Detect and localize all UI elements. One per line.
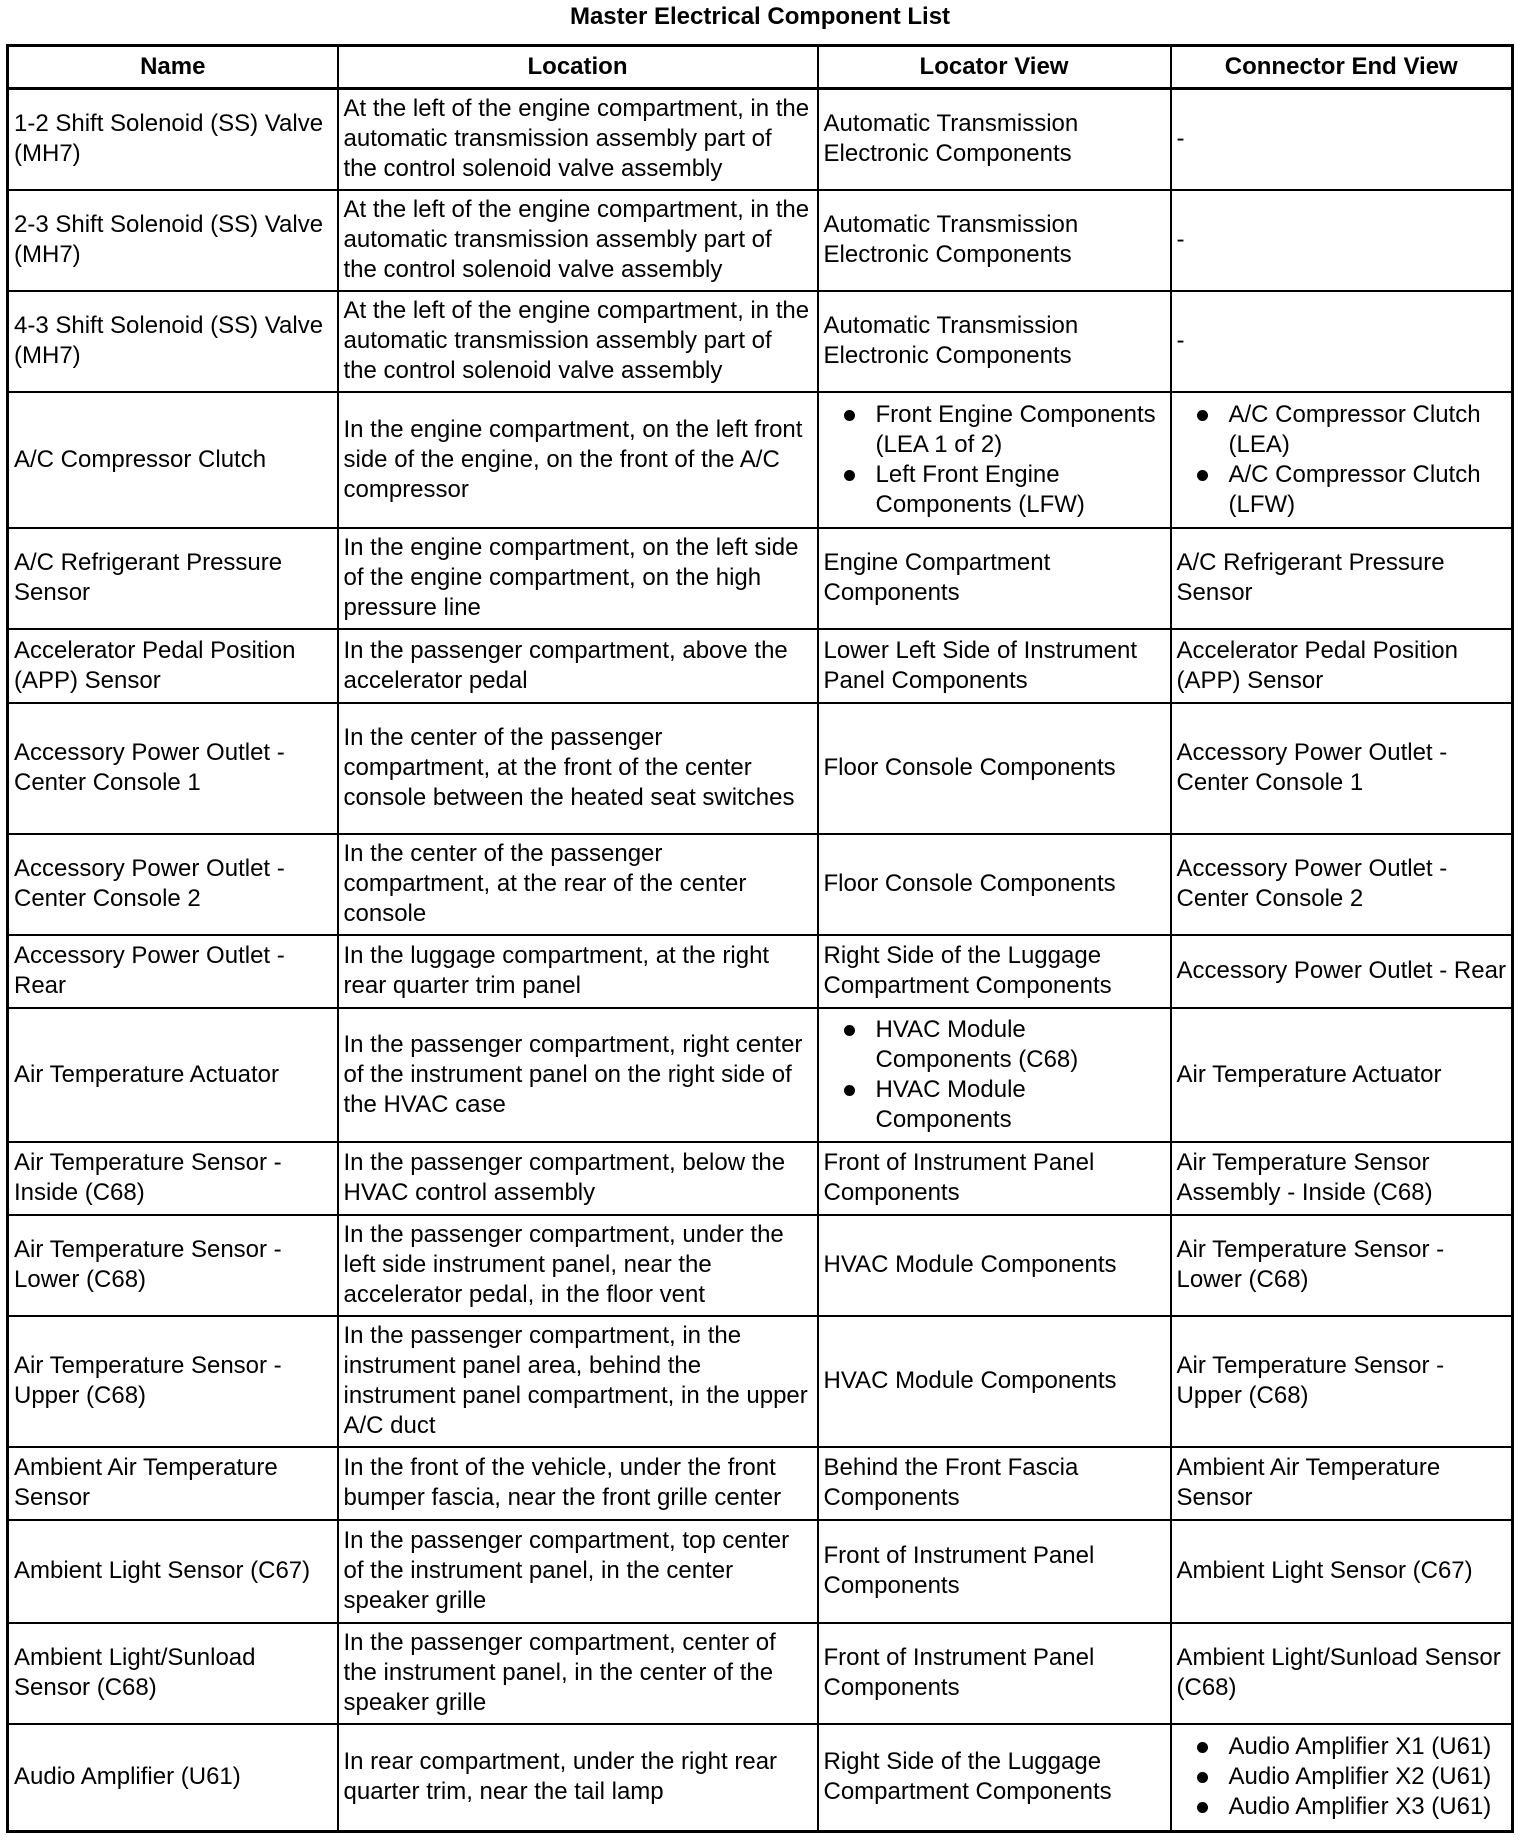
- connector-list-item: Audio Amplifier X2 (U61): [1177, 1762, 1507, 1792]
- cell-connector: Air Temperature Actuator: [1171, 1008, 1513, 1142]
- cell-name: Accessory Power Outlet - Rear: [8, 935, 338, 1008]
- cell-connector: [1171, 392, 1513, 528]
- cell-name: Ambient Air Temperature Sensor: [8, 1447, 338, 1520]
- cell-name: A/C Refrigerant Pressure Sensor: [8, 528, 338, 629]
- cell-locator: [818, 392, 1171, 528]
- page-title: Master Electrical Component List: [569, 3, 951, 30]
- locator-list-item: HVAC Module Components: [824, 1075, 1165, 1135]
- cell-location: At the left of the engine compartment, in the automatic transmission assembly part of the control solenoid valve assembly: [338, 89, 818, 190]
- cell-locator: Automatic Transmission Electronic Components: [818, 190, 1171, 291]
- column-header-locator-view: Locator View: [818, 46, 1171, 89]
- cell-connector: A/C Refrigerant Pressure Sensor: [1171, 528, 1513, 629]
- connector-list-item: A/C Compressor Clutch (LFW): [1177, 460, 1507, 520]
- column-header-location: Location: [338, 46, 818, 89]
- cell-location: In the front of the vehicle, under the front bumper fascia, near the front grille center: [338, 1447, 818, 1520]
- cell-connector: Air Temperature Sensor - Upper (C68): [1171, 1316, 1513, 1447]
- cell-location: At the left of the engine compartment, in the automatic transmission assembly part of the control solenoid valve assembly: [338, 291, 818, 392]
- connector-list: [1177, 1732, 1507, 1822]
- cell-locator: Automatic Transmission Electronic Components: [818, 89, 1171, 190]
- table-body: [8, 89, 1513, 1832]
- table-row: [8, 629, 1513, 703]
- table-row: [8, 1447, 1513, 1520]
- cell-locator: Right Side of the Luggage Compartment Components: [818, 1724, 1171, 1832]
- table-row: [8, 703, 1513, 834]
- connector-list-item: A/C Compressor Clutch (LEA): [1177, 400, 1507, 460]
- cell-name: 2-3 Shift Solenoid (SS) Valve (MH7): [8, 190, 338, 291]
- cell-location: In the passenger compartment, top center of the instrument panel, in the center speaker grille: [338, 1520, 818, 1623]
- cell-name: Air Temperature Sensor - Lower (C68): [8, 1215, 338, 1316]
- cell-name: Air Temperature Sensor - Upper (C68): [8, 1316, 338, 1447]
- cell-connector: -: [1171, 190, 1513, 291]
- cell-connector: Accelerator Pedal Position (APP) Sensor: [1171, 629, 1513, 703]
- cell-connector: Accessory Power Outlet - Center Console 2: [1171, 834, 1513, 935]
- cell-name: Accessory Power Outlet - Center Console 2: [8, 834, 338, 935]
- cell-locator: Behind the Front Fascia Components: [818, 1447, 1171, 1520]
- cell-name: A/C Compressor Clutch: [8, 392, 338, 528]
- locator-list-item: Left Front Engine Components (LFW): [824, 460, 1165, 520]
- cell-location: In the passenger compartment, in the instrument panel area, behind the instrument panel compartment, in the upper A/C duct: [338, 1316, 818, 1447]
- cell-locator: Front of Instrument Panel Components: [818, 1142, 1171, 1215]
- locator-list: [824, 1015, 1165, 1135]
- table-row: [8, 1008, 1513, 1142]
- table-row: [8, 291, 1513, 392]
- cell-location: At the left of the engine compartment, in the automatic transmission assembly part of the control solenoid valve assembly: [338, 190, 818, 291]
- component-table: [6, 44, 1514, 1833]
- cell-location: In the luggage compartment, at the right rear quarter trim panel: [338, 935, 818, 1008]
- cell-locator: Floor Console Components: [818, 834, 1171, 935]
- connector-list: [1177, 400, 1507, 520]
- cell-locator: Floor Console Components: [818, 703, 1171, 834]
- table-row: [8, 1623, 1513, 1724]
- cell-location: In the passenger compartment, center of the instrument panel, in the center of the speaker grille: [338, 1623, 818, 1724]
- column-header-connector-end-view: Connector End View: [1171, 46, 1513, 89]
- cell-location: In the center of the passenger compartment, at the front of the center console between the heated seat switches: [338, 703, 818, 834]
- locator-list: [824, 400, 1165, 520]
- table-row: [8, 190, 1513, 291]
- cell-location: In the engine compartment, on the left front side of the engine, on the front of the A/C compressor: [338, 392, 818, 528]
- cell-locator: [818, 1008, 1171, 1142]
- locator-list-item: HVAC Module Components (C68): [824, 1015, 1165, 1075]
- cell-location: In rear compartment, under the right rear quarter trim, near the tail lamp: [338, 1724, 818, 1832]
- table-row: [8, 1520, 1513, 1623]
- cell-connector: -: [1171, 291, 1513, 392]
- cell-location: In the passenger compartment, right center of the instrument panel on the right side of the HVAC case: [338, 1008, 818, 1142]
- cell-connector: Ambient Air Temperature Sensor: [1171, 1447, 1513, 1520]
- cell-name: Audio Amplifier (U61): [8, 1724, 338, 1832]
- header-row: [8, 46, 1513, 89]
- cell-name: Air Temperature Sensor - Inside (C68): [8, 1142, 338, 1215]
- cell-location: In the passenger compartment, under the left side instrument panel, near the accelerator pedal, in the floor vent: [338, 1215, 818, 1316]
- column-header-name: Name: [8, 46, 338, 89]
- locator-list-item: Front Engine Components (LEA 1 of 2): [824, 400, 1165, 460]
- cell-name: Accessory Power Outlet - Center Console 1: [8, 703, 338, 834]
- cell-name: Ambient Light Sensor (C67): [8, 1520, 338, 1623]
- cell-connector: Air Temperature Sensor - Lower (C68): [1171, 1215, 1513, 1316]
- cell-locator: Lower Left Side of Instrument Panel Components: [818, 629, 1171, 703]
- cell-connector: Ambient Light/Sunload Sensor (C68): [1171, 1623, 1513, 1724]
- table-header: [8, 46, 1513, 89]
- table-row: [8, 1215, 1513, 1316]
- cell-location: In the center of the passenger compartment, at the rear of the center console: [338, 834, 818, 935]
- connector-list-item: Audio Amplifier X1 (U61): [1177, 1732, 1507, 1762]
- cell-connector: Accessory Power Outlet - Rear: [1171, 935, 1513, 1008]
- cell-connector: Ambient Light Sensor (C67): [1171, 1520, 1513, 1623]
- table-row: [8, 834, 1513, 935]
- cell-locator: Front of Instrument Panel Components: [818, 1520, 1171, 1623]
- cell-location: In the passenger compartment, below the HVAC control assembly: [338, 1142, 818, 1215]
- cell-name: 4-3 Shift Solenoid (SS) Valve (MH7): [8, 291, 338, 392]
- cell-locator: Front of Instrument Panel Components: [818, 1623, 1171, 1724]
- cell-connector: Accessory Power Outlet - Center Console 1: [1171, 703, 1513, 834]
- cell-locator: Right Side of the Luggage Compartment Components: [818, 935, 1171, 1008]
- cell-name: 1-2 Shift Solenoid (SS) Valve (MH7): [8, 89, 338, 190]
- cell-connector: -: [1171, 89, 1513, 190]
- cell-locator: Engine Compartment Components: [818, 528, 1171, 629]
- cell-locator: HVAC Module Components: [818, 1215, 1171, 1316]
- table-row: [8, 1142, 1513, 1215]
- table-row: [8, 1316, 1513, 1447]
- table-row: [8, 528, 1513, 629]
- cell-locator: Automatic Transmission Electronic Components: [818, 291, 1171, 392]
- cell-connector: [1171, 1724, 1513, 1832]
- cell-location: In the passenger compartment, above the accelerator pedal: [338, 629, 818, 703]
- table-row: [8, 89, 1513, 190]
- cell-locator: HVAC Module Components: [818, 1316, 1171, 1447]
- cell-name: Air Temperature Actuator: [8, 1008, 338, 1142]
- cell-connector: Air Temperature Sensor Assembly - Inside (C68): [1171, 1142, 1513, 1215]
- cell-name: Accelerator Pedal Position (APP) Sensor: [8, 629, 338, 703]
- table-row: [8, 392, 1513, 528]
- connector-list-item: Audio Amplifier X3 (U61): [1177, 1792, 1507, 1822]
- table-row: [8, 935, 1513, 1008]
- cell-location: In the engine compartment, on the left side of the engine compartment, on the high pressure line: [338, 528, 818, 629]
- cell-name: Ambient Light/Sunload Sensor (C68): [8, 1623, 338, 1724]
- table-row: [8, 1724, 1513, 1832]
